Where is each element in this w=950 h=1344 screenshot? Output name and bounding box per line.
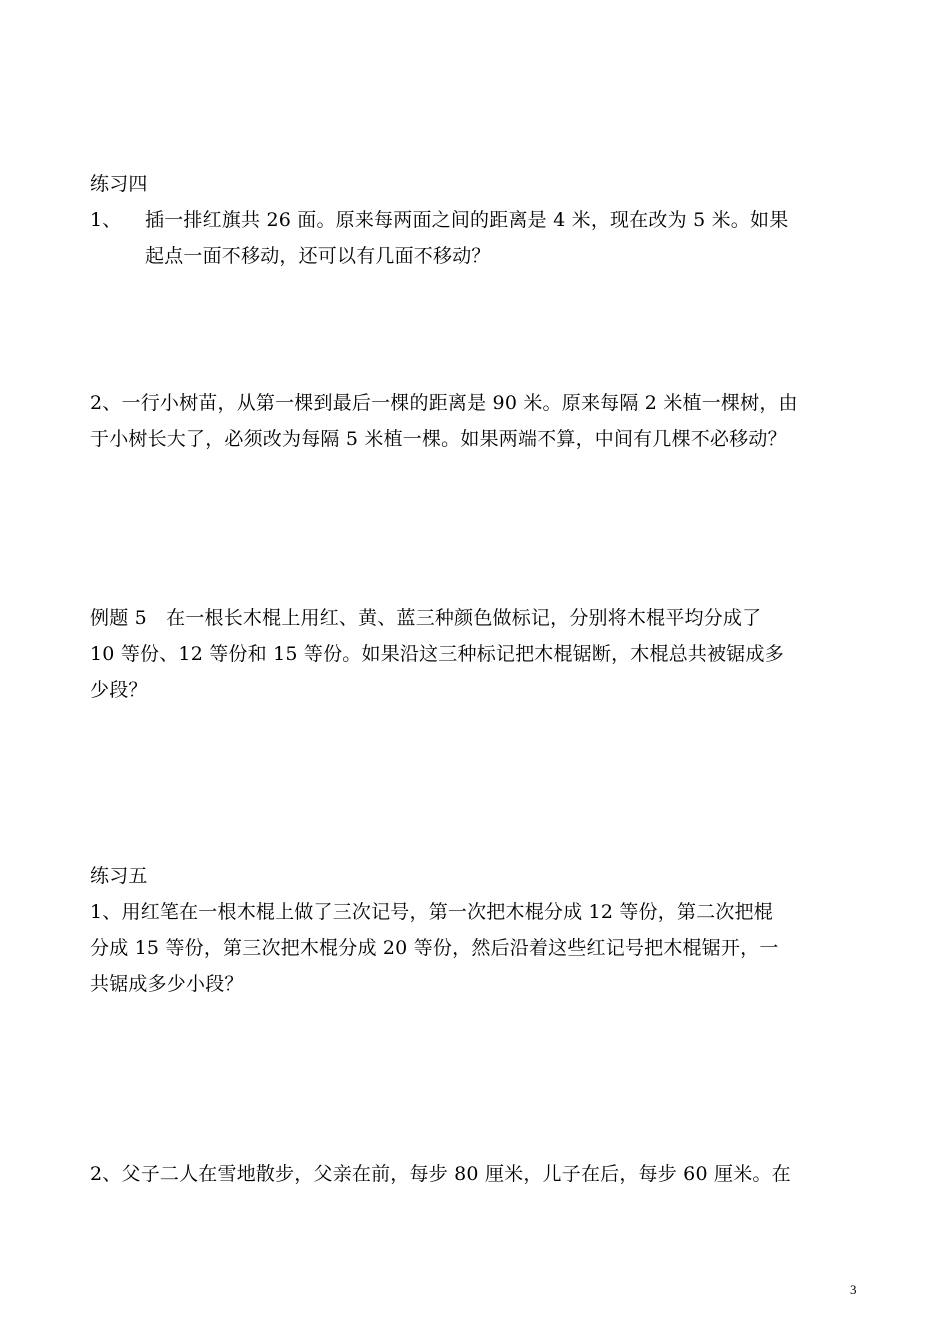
practice4-q2-line2: 于小树长大了，必须改为每隔 5 米植一棵。如果两端不算，中间有几棵不必移动？ [90, 428, 787, 450]
practice4-q1-line2: 起点一面不移动，还可以有几面不移动？ [145, 245, 491, 267]
practice5-title: 练习五 [90, 865, 148, 887]
practice4-title: 练习四 [90, 173, 148, 195]
practice4-q1-line1: 插一排红旗共 26 面。原来每两面之间的距离是 4 米，现在改为 5 米。如果 [145, 209, 789, 231]
practice5-q2-line1: 2、父子二人在雪地散步，父亲在前，每步 80 厘米，儿子在后，每步 60 厘米。在 [90, 1163, 791, 1185]
page-number: 3 [850, 1282, 857, 1297]
example5-line2: 10 等份、12 等份和 15 等份。如果沿这三种标记把木棍锯断，木棍总共被锯成多 [90, 643, 784, 665]
example5-line1: 例题 5 在一根长木棍上用红、黄、蓝三种颜色做标记，分别将木棍平均分成了 [90, 607, 762, 629]
practice5-q1-line2: 分成 15 等份，第三次把木棍分成 20 等份，然后沿着这些红记号把木棍锯开，一 [90, 937, 779, 959]
practice5-q1-line1: 1、用红笔在一根木棍上做了三次记号，第一次把木棍分成 12 等份，第二次把棍 [90, 901, 773, 923]
practice5-q1-line3: 共锯成多少小段？ [90, 973, 244, 995]
practice4-q2-line1: 2、一行小树苗，从第一棵到最后一棵的距离是 90 米。原来每隔 2 米植一棵树，由 [90, 392, 798, 414]
practice4-q1-number: 1、 [90, 209, 122, 231]
example5-line3: 少段？ [90, 679, 148, 701]
